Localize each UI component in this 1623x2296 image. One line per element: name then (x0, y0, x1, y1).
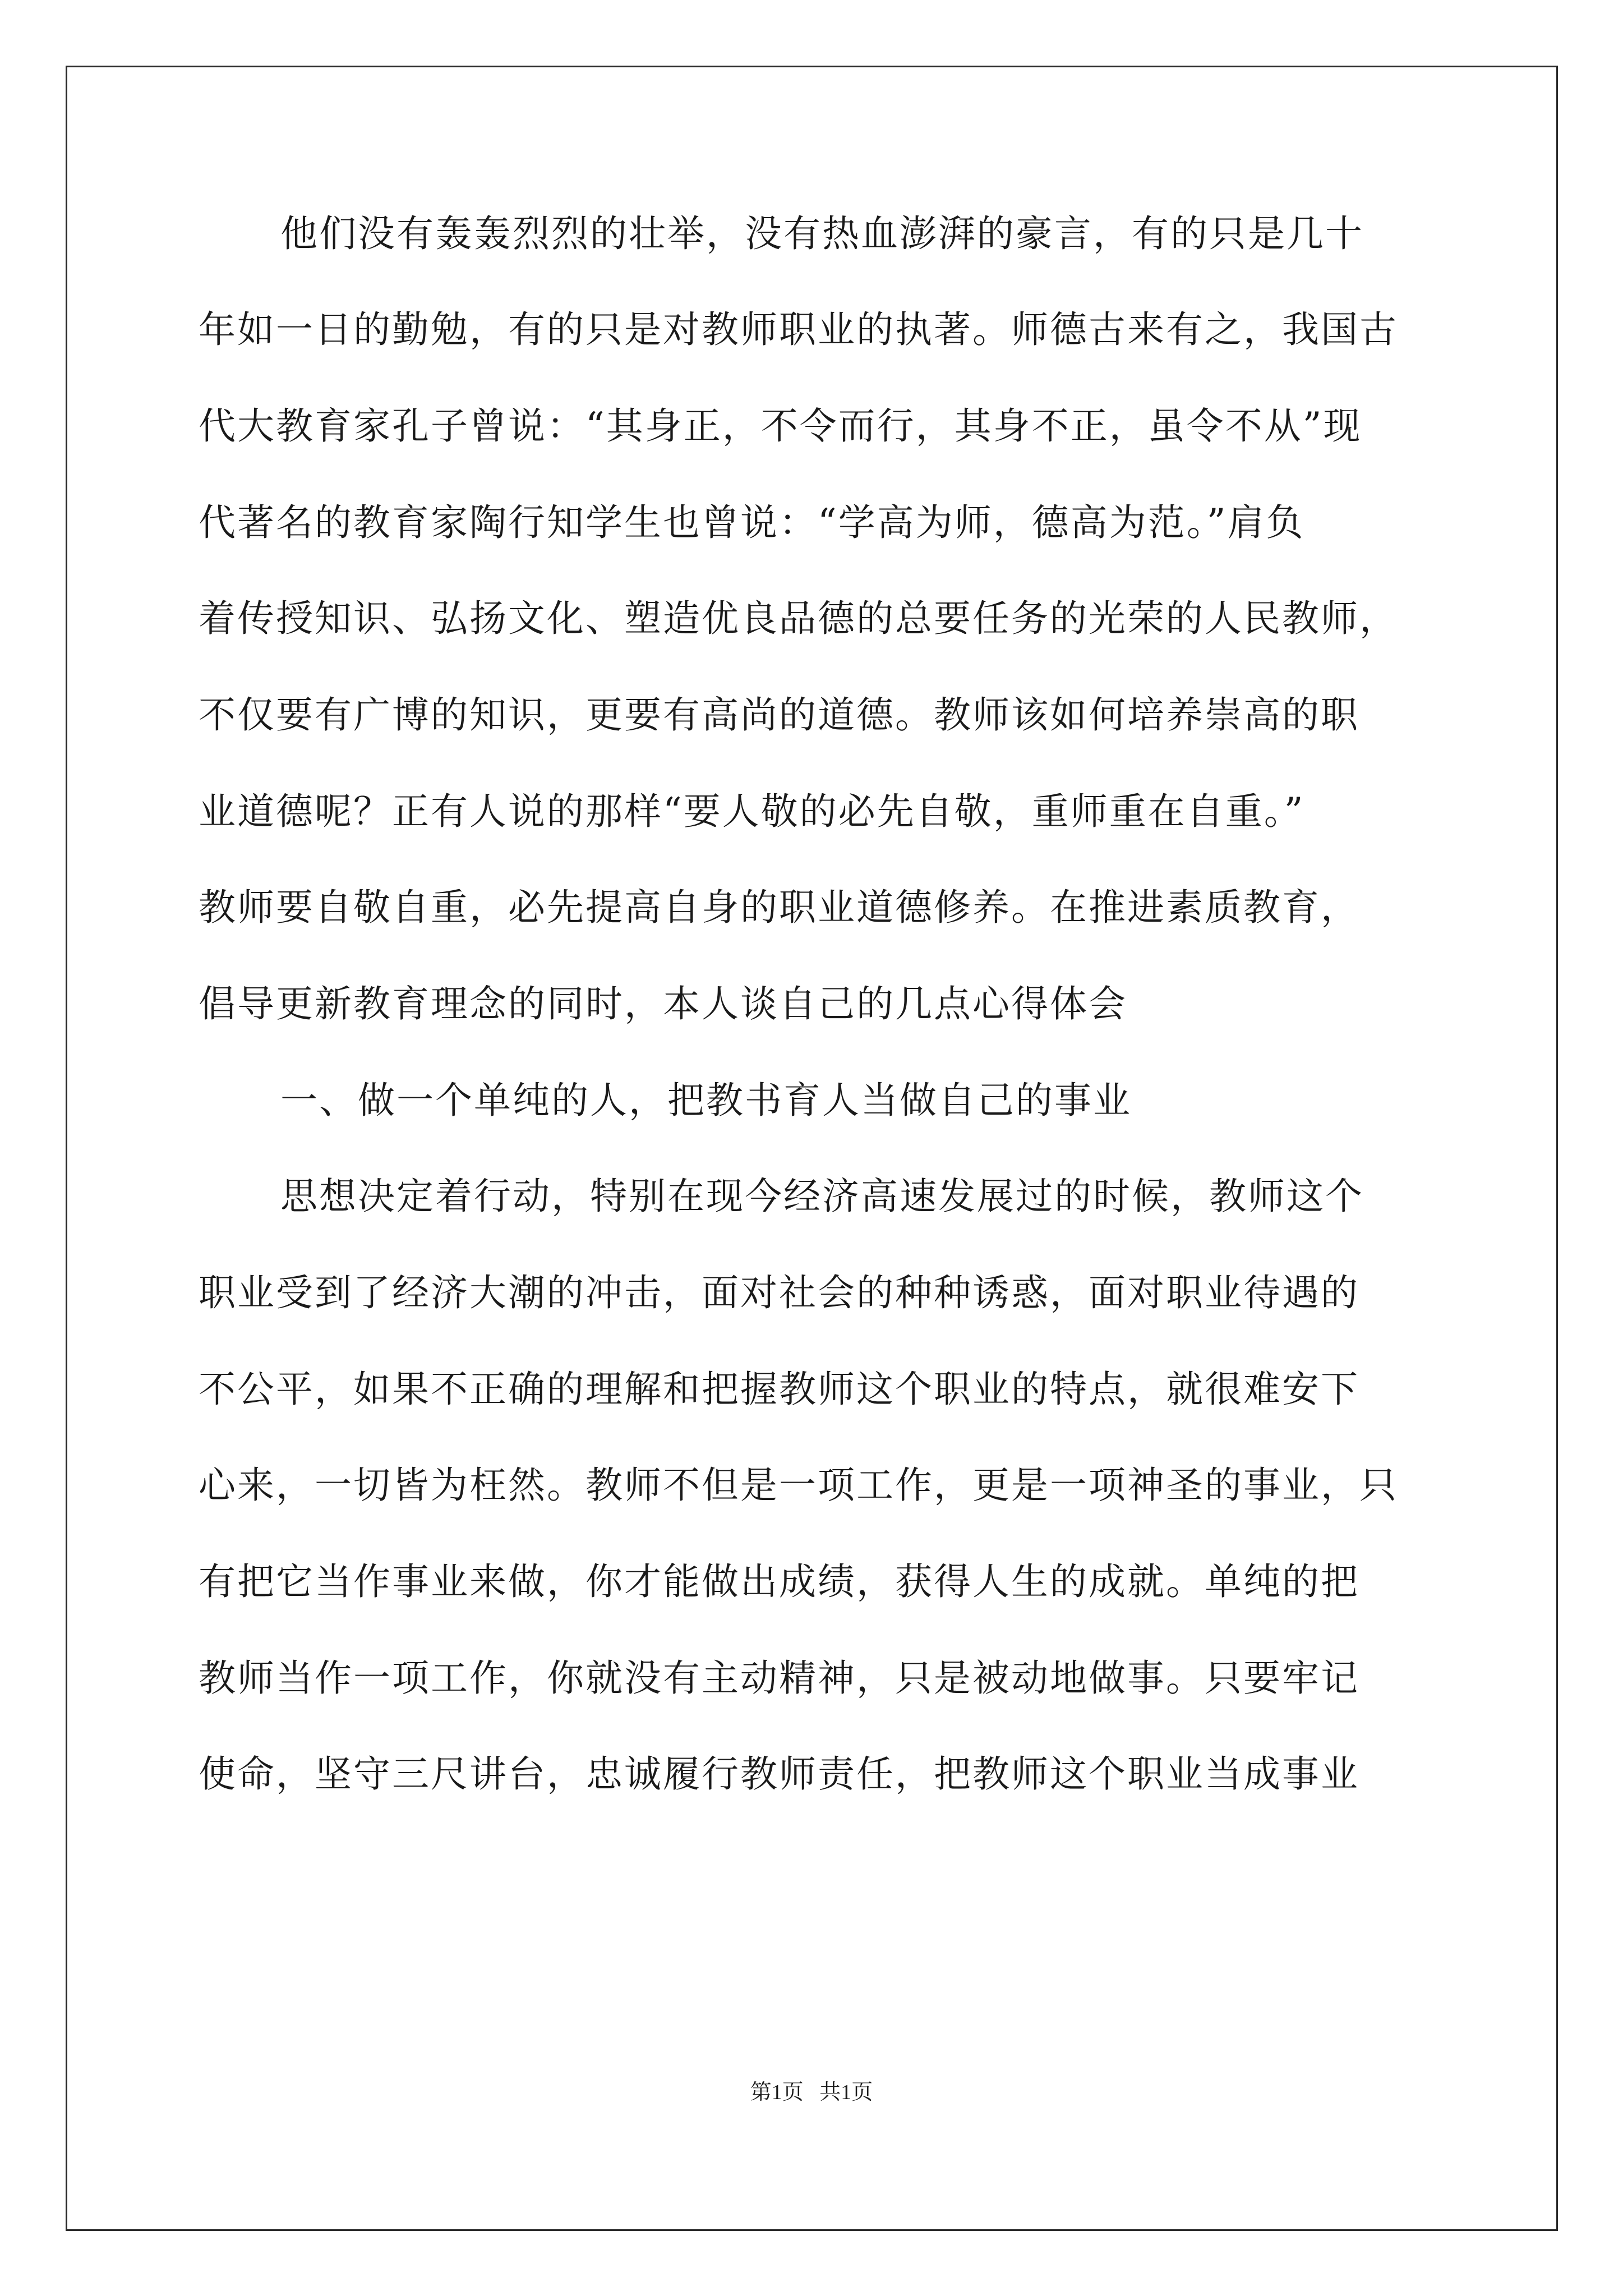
body-line: 心来，一切皆为枉然。教师不但是一项工作，更是一项神圣的事业，只 (199, 1464, 1398, 1507)
body-line: 有把它当作事业来做，你才能做出成绩，获得人生的成就。单纯的把 (199, 1560, 1359, 1603)
body-line: 职业受到了经济大潮的冲击，面对社会的种种诱惑，面对职业待遇的 (199, 1271, 1359, 1314)
body-line: 代著名的教育家陶行知学生也曾说：“学高为师，德高为范。”肩负 (199, 501, 1305, 544)
body-line: 他们没有轰轰烈烈的壮举，没有热血澎湃的豪言，有的只是几十 (280, 212, 1364, 255)
body-line: 教师当作一项工作，你就没有主动精神，只是被动地做事。只要牢记 (199, 1657, 1359, 1700)
body-line: 业道德呢？正有人说的那样“要人敬的必先自敬，重师重在自重。” (199, 790, 1305, 833)
body-line: 不仅要有广博的知识，更要有高尚的道德。教师该如何培养崇高的职 (199, 693, 1359, 737)
page-total: 共1页 (819, 2081, 873, 2104)
body-line: 倡导更新教育理念的同时，本人谈自己的几点心得体会 (199, 982, 1127, 1025)
page-number: 第1页 (750, 2081, 804, 2104)
body-line: 着传授知识、弘扬文化、塑造优良品德的总要任务的光荣的人民教师， (199, 597, 1398, 640)
page-border (66, 66, 1558, 2231)
page-footer (0, 2078, 1623, 2106)
body-line: 不公平，如果不正确的理解和把握教师这个职业的特点，就很难安下 (199, 1368, 1359, 1411)
body-line: 使命，坚守三尺讲台，忠诚履行教师责任，把教师这个职业当成事业 (199, 1752, 1359, 1796)
body-line: 教师要自敬自重，必先提高自身的职业道德修养。在推进素质教育， (199, 886, 1359, 929)
section-heading: 一、做一个单纯的人，把教书育人当做自己的事业 (280, 1079, 1132, 1122)
body-line: 思想决定着行动，特别在现今经济高速发展过的时候，教师这个 (280, 1175, 1364, 1218)
body-line: 代大教育家孔子曾说：“其身正，不令而行，其身不正，虽令不从”现 (199, 404, 1362, 448)
body-line: 年如一日的勤勉，有的只是对教师职业的执著。师德古来有之，我国古 (199, 308, 1398, 351)
